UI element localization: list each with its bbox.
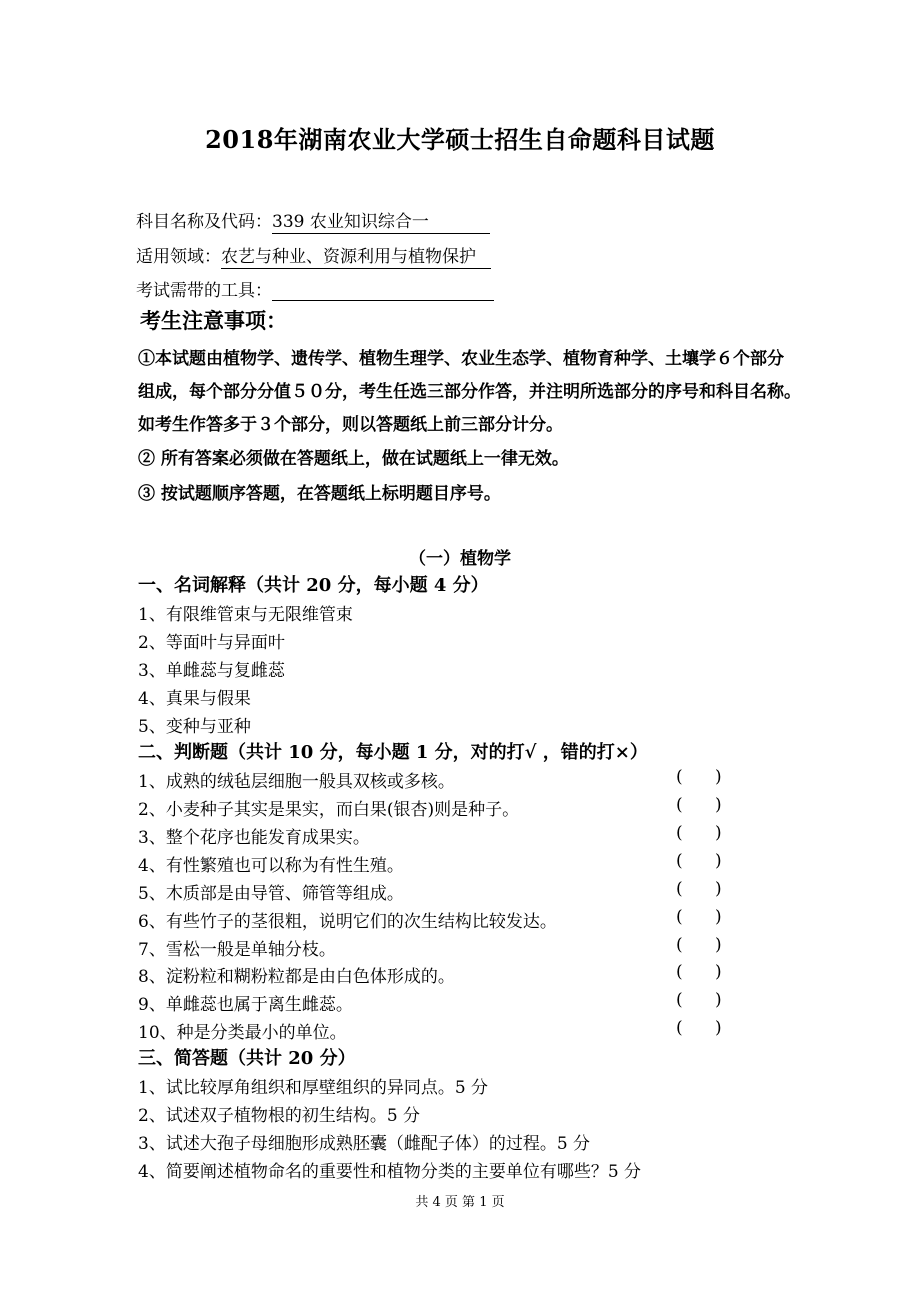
answer-blank: ( ): [676, 962, 722, 982]
list-item: 7、雪松一般是单轴分枝。: [138, 940, 336, 960]
notice-line: ③ 按试题顺序答题，在答题纸上标明题目序号。: [138, 484, 501, 504]
list-item: 5、木质部是由导管、筛管等组成。: [138, 884, 404, 904]
tools-value: [272, 280, 494, 301]
notice-line: 组成，每个部分分值５０分，考生任选三部分作答，并注明所选部分的序号和科目名称。: [138, 382, 801, 402]
answer-blank: ( ): [676, 795, 722, 815]
list-item: 2、等面叶与异面叶: [138, 633, 285, 653]
list-item: 6、有些竹子的茎很粗，说明它们的次生结构比较发达。: [138, 912, 557, 932]
list-item: 1、试比较厚角组织和厚壁组织的异同点。5 分: [138, 1078, 489, 1098]
notice-line: 如考生作答多于３个部分，则以答题纸上前三部分计分。: [138, 415, 563, 435]
list-item: 3、单雌蕊与复雌蕊: [138, 661, 285, 681]
answer-blank: ( ): [676, 1018, 722, 1038]
list-item: 4、有性繁殖也可以称为有性生殖。: [138, 856, 404, 876]
subject-value: 339 农业知识综合一: [272, 207, 490, 234]
list-item: 2、小麦种子其实是果实，而白果(银杏)则是种子。: [138, 800, 520, 820]
notice-line: ①本试题由植物学、遗传学、植物生理学、农业生态学、植物育种学、土壤学６个部分: [138, 349, 784, 369]
exam-title: 2018年湖南农业大学硕士招生自命题科目试题: [205, 125, 715, 154]
list-item: 4、真果与假果: [138, 689, 251, 709]
list-item: 1、成熟的绒毡层细胞一般具双核或多核。: [138, 772, 455, 792]
answer-blank: ( ): [676, 851, 722, 871]
part1-heading: 一、名词解释（共计 20 分，每小题 4 分）: [138, 575, 489, 596]
list-item: 9、单雌蕊也属于离生雌蕊。: [138, 995, 353, 1015]
list-item: 8、淀粉粒和糊粉粒都是由白色体形成的。: [138, 967, 455, 987]
list-item: 5、变种与亚种: [138, 717, 251, 737]
subject-row: [136, 207, 490, 234]
section-title: （一）植物学: [409, 549, 511, 569]
page-footer: 共 4 页 第 1 页: [415, 1195, 505, 1210]
part3-heading: 三、简答题（共计 20 分）: [138, 1048, 356, 1069]
answer-blank: ( ): [676, 990, 722, 1010]
subject-label: 科目名称及代码：: [136, 212, 272, 232]
list-item: 10、种是分类最小的单位。: [138, 1023, 347, 1043]
field-value: 农艺与种业、资源利用与植物保护: [221, 242, 491, 269]
answer-blank: ( ): [676, 823, 722, 843]
answer-blank: ( ): [676, 879, 722, 899]
field-row: [136, 242, 491, 269]
tools-label: 考试需带的工具：: [136, 281, 272, 301]
list-item: 4、简要阐述植物命名的重要性和植物分类的主要单位有哪些？5 分: [138, 1162, 642, 1182]
notice-heading: 考生注意事项：: [140, 308, 287, 333]
answer-blank: ( ): [676, 935, 722, 955]
list-item: 1、有限维管束与无限维管束: [138, 605, 353, 625]
tools-row: [136, 276, 494, 301]
field-label: 适用领域：: [136, 247, 221, 267]
notice-line: ② 所有答案必须做在答题纸上，做在试题纸上一律无效。: [138, 449, 569, 469]
list-item: 3、整个花序也能发育成果实。: [138, 828, 370, 848]
answer-blank: ( ): [676, 907, 722, 927]
list-item: 2、试述双子植物根的初生结构。5 分: [138, 1106, 421, 1126]
list-item: 3、试述大孢子母细胞形成熟胚囊（雌配子体）的过程。5 分: [138, 1134, 591, 1154]
part2-heading: 二、判断题（共计 10 分，每小题 1 分，对的打√ ，错的打×）: [138, 742, 648, 763]
answer-blank: ( ): [676, 767, 722, 787]
